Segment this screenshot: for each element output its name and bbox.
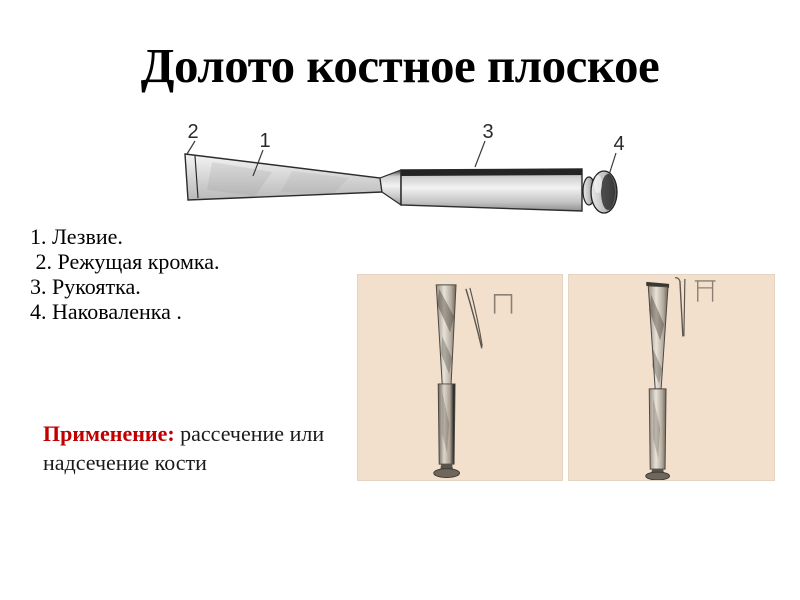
application-note xyxy=(43,419,328,477)
list-item-anvil: 4. Наковаленка . xyxy=(30,299,182,324)
chisel-drawing xyxy=(177,108,647,218)
panel-foot-base xyxy=(646,472,670,480)
anvil-knob-shadow xyxy=(601,174,615,210)
figure-label-edge: 2 xyxy=(187,121,199,143)
figure-label-blade: 1 xyxy=(259,130,271,152)
straight-chisel-photo xyxy=(569,275,774,480)
list-item-handle: 3. Рукоятка. xyxy=(30,274,141,299)
figure-label-handle: 3 xyxy=(482,121,494,143)
curved-chisel-photo xyxy=(358,275,562,480)
list-item-blade: 1. Лезвие. xyxy=(30,224,123,249)
list-item-edge: 2. Режущая кромка. xyxy=(30,249,220,274)
edge-section-sides xyxy=(698,281,713,302)
handle-top-edge xyxy=(401,169,582,176)
chisel-figure xyxy=(177,108,647,218)
straight-profile-line xyxy=(684,279,685,336)
photo-panel-curved-chisel xyxy=(357,274,563,481)
page-title: Долото костное плоское xyxy=(140,38,660,93)
leader-line-4 xyxy=(608,153,616,178)
photo-panel-straight-chisel xyxy=(568,274,775,481)
application-text: рассечение или надсечение кости xyxy=(43,421,325,475)
panel-foot-base xyxy=(434,469,460,478)
figure-label-anvil: 4 xyxy=(613,133,625,155)
application-label: Применение: xyxy=(43,421,175,446)
anvil-knob-highlight xyxy=(594,175,602,193)
bolster-shape xyxy=(380,170,401,205)
edge-section-symbol xyxy=(495,295,512,314)
leader-line-3 xyxy=(475,141,485,167)
curved-profile-line xyxy=(466,289,482,348)
straight-profile-hook xyxy=(675,278,680,281)
curved-profile-line xyxy=(470,288,482,346)
straight-profile-line xyxy=(680,281,683,336)
parts-list xyxy=(30,224,220,324)
